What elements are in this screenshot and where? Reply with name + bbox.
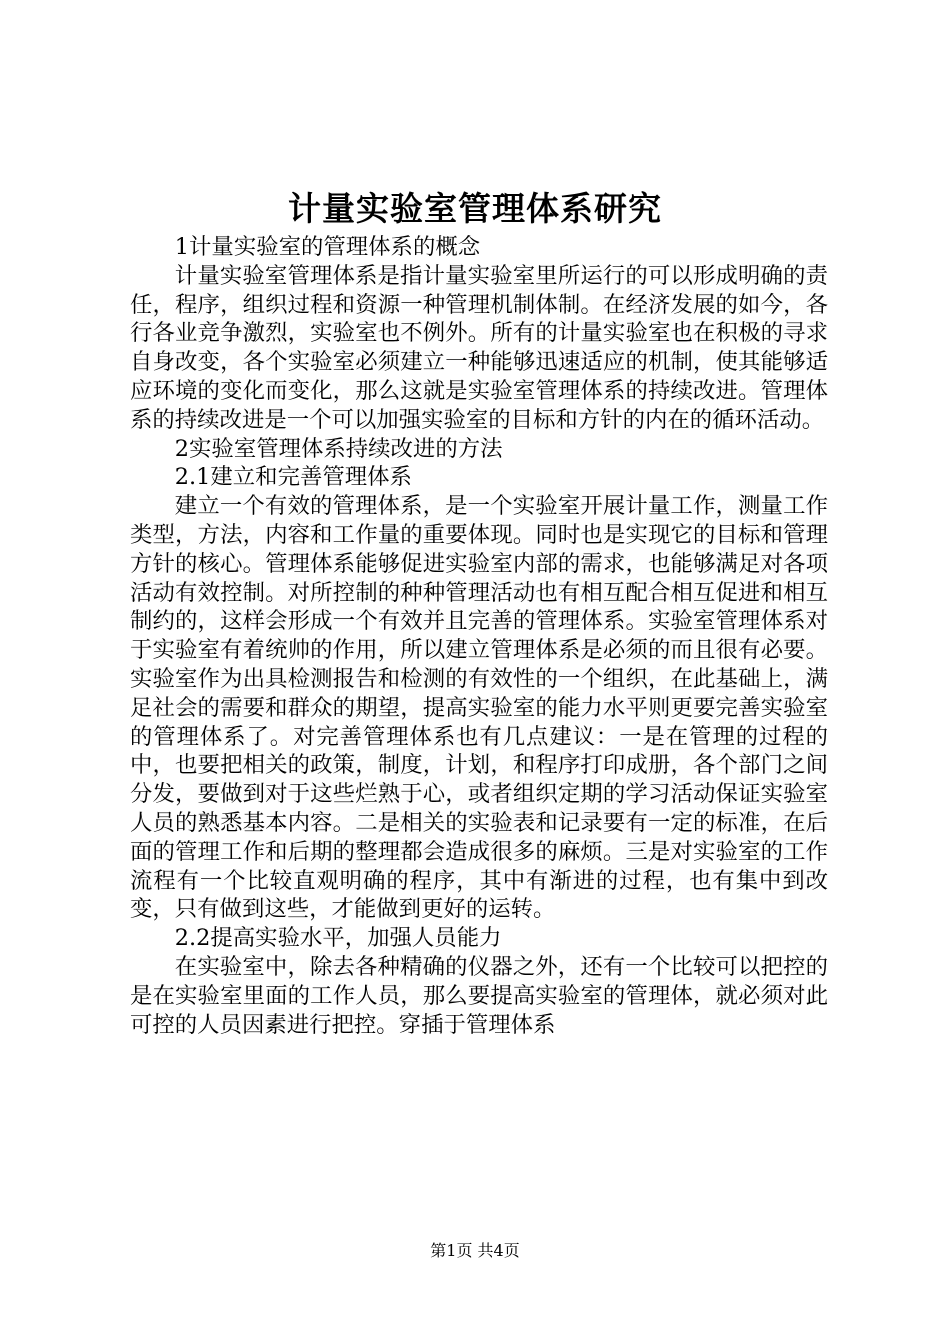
document-body [130, 233, 828, 1039]
section-heading-1: 1计量实验室的管理体系的概念 [174, 234, 481, 260]
paragraph-3: 在实验室中，除去各种精确的仪器之外，还有一个比较可以把控的是在实验室里面的工作人员，那么要提高实验室的管理体，就必须对此可控的人员因素进行把控。穿插于管理体系 [130, 953, 828, 1038]
paragraph-1: 计量实验室管理体系是指计量实验室里所运行的可以形成明确的责任，程序，组织过程和资源一种管理机制体制。在经济发展的如今，各行各业竞争激烈，实验室也不例外。所有的计量实验室也在积极的寻求自身改变，各个实验室必须建立一种能够迅速适应的机制，使其能够适应环境的变化而变化，那么这就是实验室管理体系的持续改进。管理体系的持续改进是一个可以加强实验室的目标和方针的内在的循环活动。 [130, 262, 828, 433]
page-number-footer: 第1页 共4页 [430, 1241, 520, 1260]
paragraph-2: 建立一个有效的管理体系，是一个实验室开展计量工作，测量工作类型，方法，内容和工作量的重要体现。同时也是实现它的目标和管理方针的核心。管理体系能够促进实验室内部的需求，也能够满足对各项活动有效控制。对所控制的种种管理活动也有相互配合相互促进和相互制约的，这样会形成一个有效并且完善的管理体系。实验室管理体系对于实验室有着统帅的作用，所以建立管理体系是必须的而且很有必要。实验室作为出具检测报告和检测的有效性的一个组织，在此基础上，满足社会的需要和群众的期望，提高实验室的能力水平则更要完善实验室的管理体系了。对完善管理体系也有几点建议：一是在管理的过程的中，也要把相关的政策，制度，计划，和程序打印成册，各个部门之间分发，要做到对于这些烂熟于心，或者组织定期的学习活动保证实验室人员的熟悉基本内容。二是相关的实验表和记录要有一定的标准，在后面的管理工作和后期的整理都会造成很多的麻烦。三是对实验室的工作流程有一个比较直观明确的程序，其中有渐进的过程，也有集中到改变，只有做到这些，才能做到更好的运转。 [130, 493, 828, 923]
subsection-heading-2-2: 2.2提高实验水平，加强人员能力 [174, 925, 502, 952]
subsection-heading-2-1: 2.1建立和完善管理体系 [174, 464, 412, 491]
section-heading-2: 2实验室管理体系持续改进的方法 [174, 435, 503, 462]
document-title: 计量实验室管理体系研究 [288, 189, 662, 228]
